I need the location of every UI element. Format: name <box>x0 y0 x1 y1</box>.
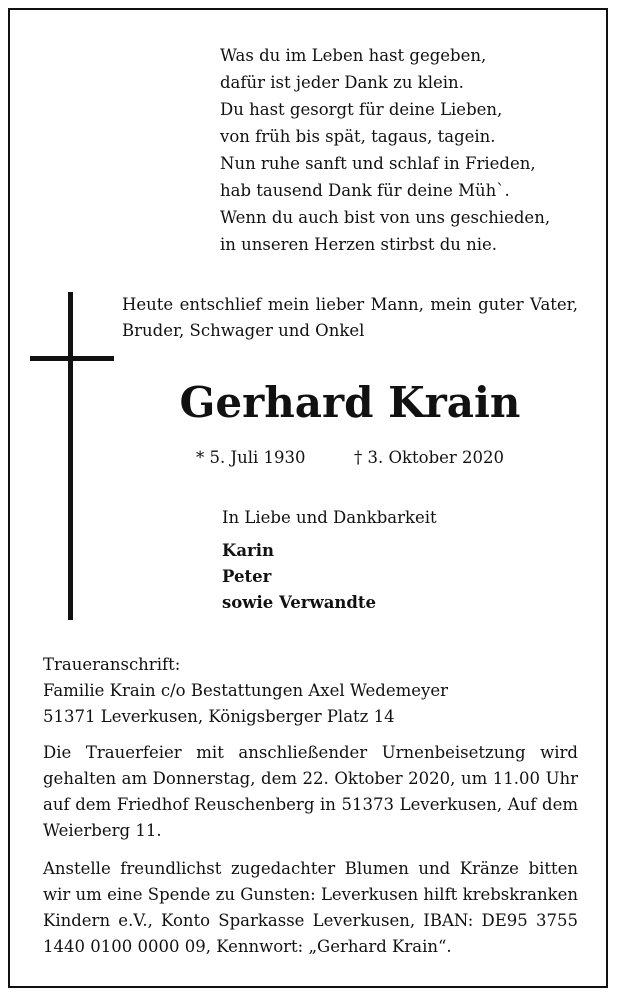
poem-line: dafür ist jeder Dank zu klein. <box>220 73 464 92</box>
poem-line: Wenn du auch bist von uns geschieden, <box>220 208 551 227</box>
poem-line: Du hast gesorgt für deine Lieben, <box>220 100 503 119</box>
memorial-poem <box>220 42 560 258</box>
donation-info: Anstelle freundlichst zugedachter Blumen und Kränze bitten wir um eine Spende zu Gunsten: Leverkusen hilft krebskranken Kindern e.V., Konto Sparkasse Leverkusen, IBAN: DE95 3755 1440 0100 0000 09, Kennwort: „Gerhard Krain“. <box>43 859 578 956</box>
poem-line: hab tausend Dank für deine Müh`. <box>220 181 510 200</box>
closing-phrase: In Liebe und Dankbarkeit <box>222 508 437 527</box>
poem-line: von früh bis spät, tagaus, tagein. <box>220 127 496 146</box>
poem-line: Nun ruhe sanft und schlaf in Frieden, <box>220 154 536 173</box>
cross-icon-horizontal-bar <box>30 356 114 361</box>
death-date: † 3. Oktober 2020 <box>354 448 505 467</box>
address-line: Familie Krain c/o Bestattungen Axel Wedemeyer <box>43 681 448 700</box>
mourner-name: sowie Verwandte <box>222 593 377 612</box>
ceremony-info: Die Trauerfeier mit anschließender Urnenbeisetzung wird gehalten am Donnerstag, dem 22. Oktober 2020, um 11.00 Uhr auf dem Friedhof Reuschenberg in 51373 Leverkusen, Auf dem Weierberg 11. <box>43 743 578 840</box>
cross-icon-vertical-bar <box>68 292 73 620</box>
mourner-name: Karin <box>222 541 274 560</box>
mourners-list <box>222 538 376 616</box>
mourning-address <box>43 652 578 730</box>
address-line: 51371 Leverkusen, Königsberger Platz 14 <box>43 707 395 726</box>
deceased-name: Gerhard Krain <box>179 378 521 427</box>
address-heading: Traueranschrift: <box>43 655 181 674</box>
poem-line: in unseren Herzen stirbst du nie. <box>220 235 498 254</box>
mourner-name: Peter <box>222 567 272 586</box>
poem-line: Was du im Leben hast gegeben, <box>220 46 487 65</box>
birth-date: * 5. Juli 1930 <box>196 448 306 467</box>
death-announcement-text: Heute entschlief mein lieber Mann, mein guter Vater, Bruder, Schwager und Onkel <box>122 295 578 340</box>
